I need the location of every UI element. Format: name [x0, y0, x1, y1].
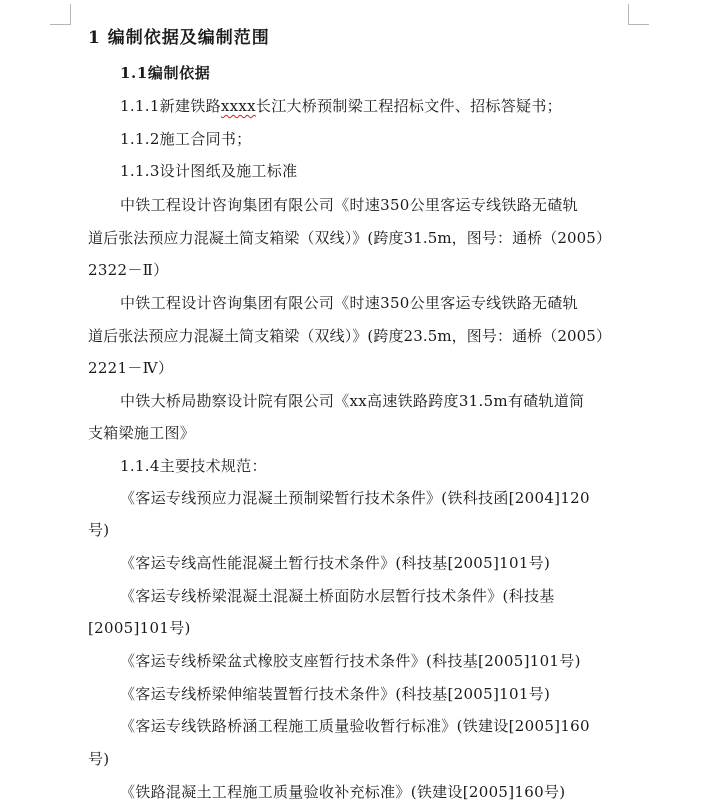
- spec-line: 《客运专线高性能混凝土暂行技术条件》(科技基[2005]101号): [120, 554, 551, 572]
- crop-mark-top-right: [628, 4, 649, 25]
- crop-mark-top-left: [50, 4, 71, 25]
- list-item-text: 1.1.1新建铁路: [120, 97, 221, 115]
- list-item-1-1-3: 1.1.3设计图纸及施工标准: [120, 162, 298, 180]
- spec-line: 号): [88, 750, 110, 768]
- spellcheck-flagged-word: xxxx: [220, 97, 256, 115]
- spec-line: 《客运专线桥梁盆式橡胶支座暂行技术条件》(科技基[2005]101号): [120, 652, 581, 670]
- spec-line: 号): [88, 521, 110, 539]
- paragraph-line: 2322－Ⅱ）: [88, 261, 169, 279]
- paragraph-line: 中铁工程设计咨询集团有限公司《时速350公里客运专线铁路无碴轨: [120, 196, 578, 214]
- paragraph-line: 中铁大桥局勘察设计院有限公司《xx高速铁路跨度31.5m有碴轨道简: [120, 392, 585, 410]
- paragraph-line: 2221－Ⅳ）: [88, 359, 174, 377]
- section-heading: 1 编制依据及编制范围: [88, 28, 270, 48]
- spec-line: 《客运专线预应力混凝土预制梁暂行技术条件》(铁科技函[2004]120: [120, 489, 590, 507]
- list-item-1-1-1: [120, 95, 562, 117]
- spec-line: 《客运专线桥梁混凝土混凝土桥面防水层暂行技术条件》(科技基: [120, 587, 555, 605]
- subsection-heading: 1.1编制依据: [120, 64, 211, 82]
- paragraph-line: 支箱梁施工图》: [88, 424, 196, 442]
- paragraph-line: 中铁工程设计咨询集团有限公司《时速350公里客运专线铁路无碴轨: [120, 294, 578, 312]
- paragraph-line: 道后张法预应力混凝土简支箱梁（双线）》(跨度23.5m，图号：通桥（2005）: [88, 327, 612, 345]
- spec-line: 《客运专线铁路桥涵工程施工质量验收暂行标准》(铁建设[2005]160: [120, 717, 590, 735]
- list-item-text: 长江大桥预制梁工程招标文件、招标答疑书；: [255, 97, 562, 115]
- spec-line: 《客运专线桥梁伸缩装置暂行技术条件》(科技基[2005]101号): [120, 685, 551, 703]
- spec-line: 《铁路混凝土工程施工质量验收补充标准》(铁建设[2005]160号): [120, 783, 566, 801]
- list-item-1-1-2: 1.1.2施工合同书；: [120, 130, 252, 148]
- paragraph-line: 道后张法预应力混凝土简支箱梁（双线）》(跨度31.5m，图号：通桥（2005）: [88, 229, 612, 247]
- spec-line: [2005]101号): [88, 619, 191, 637]
- list-item-1-1-4: 1.1.4主要技术规范：: [120, 457, 267, 475]
